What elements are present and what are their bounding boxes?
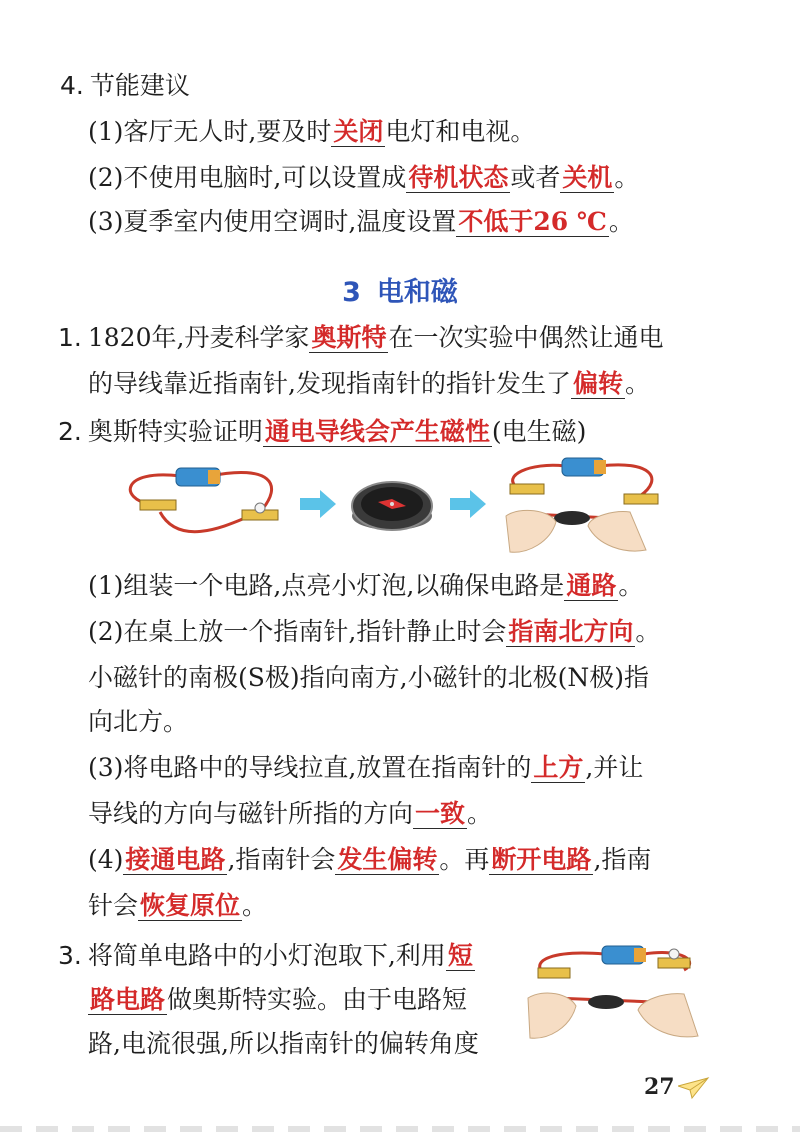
q1-line-1: 1. 1820年,丹麦科学家奥斯特在一次实验中偶然让通电 xyxy=(58,323,664,352)
section-heading xyxy=(0,270,800,309)
q3-line-2: 路电路做奥斯特实验。由于电路短 xyxy=(90,985,468,1014)
answer-blank: 短 xyxy=(447,941,473,970)
q1-line-2: 的导线靠近指南针,发现指南针的指针发生了偏转。 xyxy=(88,369,650,398)
q2-step-2-line-3: 向北方。 xyxy=(88,707,189,736)
answer-blank: 发生偏转 xyxy=(337,845,438,874)
page-edge-strip xyxy=(0,1126,800,1132)
q2-step-1: (1)组装一个电路,点亮小灯泡,以确保电路是通路。 xyxy=(88,571,644,600)
arrow-right-icon xyxy=(450,490,486,518)
q2-step-4: (4)接通电路,指南针会发生偏转。再断开电路,指南 xyxy=(88,845,652,874)
arrow-right-icon xyxy=(300,490,336,518)
answer-blank: 断开电路 xyxy=(491,845,592,874)
paper-plane-icon xyxy=(678,1076,710,1100)
answer-blank: 偏转 xyxy=(572,369,623,398)
q2-step-3-line-2: 导线的方向与磁针所指的方向一致。 xyxy=(88,799,493,828)
answer-blank: 奥斯特 xyxy=(311,323,387,352)
circuit-illustration xyxy=(130,468,278,532)
answer-blank: 通电导线会产生磁性 xyxy=(264,417,490,446)
answer-blank: 关闭 xyxy=(333,117,384,146)
answer-blank: 路电路 xyxy=(90,985,166,1014)
section-number: 3 xyxy=(342,277,361,308)
energy-item-2: (2)不使用电脑时,可以设置成待机状态或者关机。 xyxy=(88,163,640,192)
energy-heading: 4. 节能建议 xyxy=(60,71,190,100)
answer-blank: 关机 xyxy=(562,163,613,192)
q2-line-1: 2. 奥斯特实验证明通电导线会产生磁性(电生磁) xyxy=(58,417,587,446)
page-number: 27 xyxy=(644,1074,675,1100)
answer-blank: 一致 xyxy=(415,799,466,828)
q2-step-2: (2)在桌上放一个指南针,指针静止时会指南北方向。 xyxy=(88,617,661,646)
experiment-hands-illustration xyxy=(506,458,658,552)
answer-blank: 接通电路 xyxy=(125,845,226,874)
answer-blank: 待机状态 xyxy=(408,163,509,192)
oersted-experiment-figure xyxy=(110,454,670,558)
answer-blank: 恢复原位 xyxy=(140,891,241,920)
compass-illustration xyxy=(352,482,432,530)
q2-step-3: (3)将电路中的导线拉直,放置在指南针的上方,并让 xyxy=(88,753,644,782)
q2-step-2-line-2: 小磁针的南极(S极)指向南方,小磁针的北极(N极)指 xyxy=(88,663,649,692)
answer-blank: 通路 xyxy=(566,571,617,600)
answer-blank: 指南北方向 xyxy=(508,617,634,646)
energy-item-1: (1)客厅无人时,要及时关闭电灯和电视。 xyxy=(88,117,536,146)
energy-item-3: (3)夏季室内使用空调时,温度设置不低于26 ℃。 xyxy=(88,207,634,236)
section-title: 电和磁 xyxy=(376,277,458,308)
q3-line-3: 路,电流很强,所以指南针的偏转角度 xyxy=(88,1029,479,1058)
answer-blank: 不低于26 ℃ xyxy=(458,207,607,236)
short-circuit-experiment-figure xyxy=(524,940,704,1044)
q3-line-1: 3. 将简单电路中的小灯泡取下,利用短 xyxy=(58,941,473,970)
answer-blank: 上方 xyxy=(533,753,584,782)
q2-step-4-line-2: 针会恢复原位。 xyxy=(88,891,268,920)
